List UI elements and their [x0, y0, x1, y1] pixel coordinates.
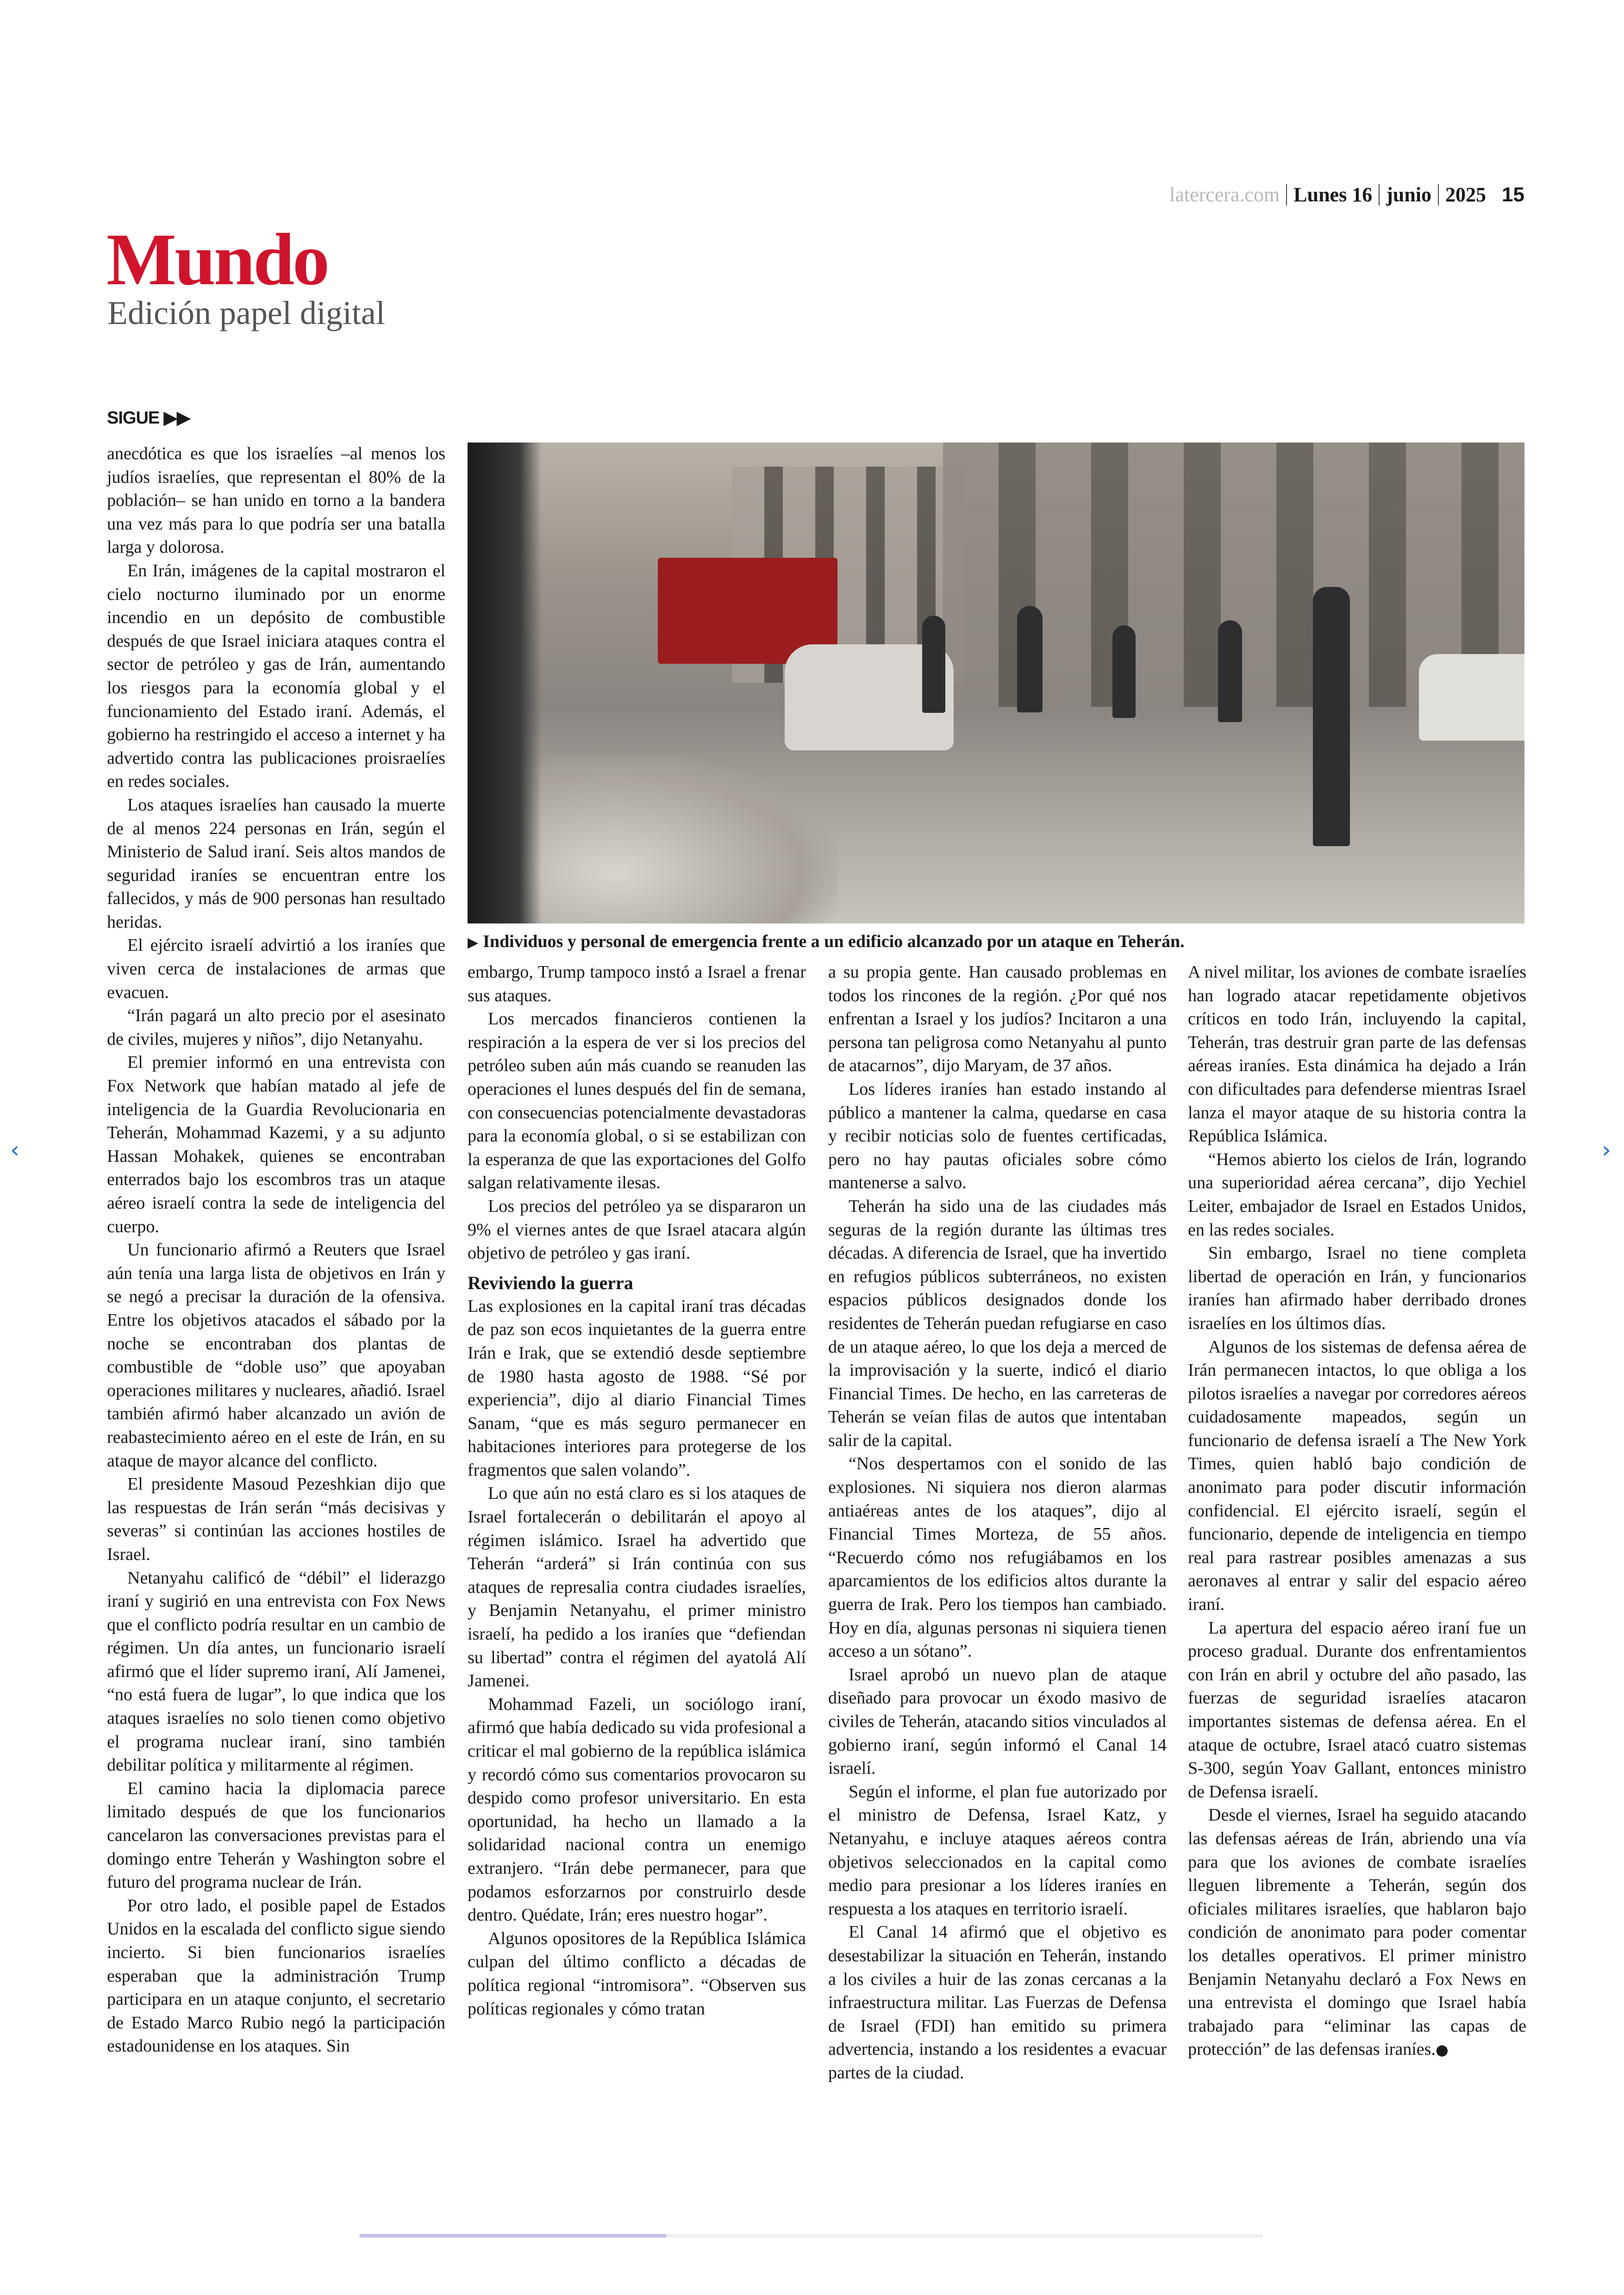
paragraph: El Canal 14 afirmó que el objetivo es desestabilizar la situación en Teherán, instando a los civiles a huir de las zonas cercanas a la infraestructura militar. Las Fuerzas de Defensa de Israel (FDI) han emitido su primera advertencia, instando a los residentes a evacuar partes de la ciudad. [828, 1922, 1167, 2083]
photo-person [1017, 606, 1043, 712]
paragraph: Sin embargo, Israel no tiene completa libertad de operación en Irán, y funcionarios iraníes han afirmado haber derribado drones israelíes en los últimos días. [1188, 1243, 1526, 1333]
paragraph: Según el informe, el plan fue autorizado por el ministro de Defensa, Israel Katz, y Netanyahu, e incluye ataques aéreos contra objetivos seleccionados en la capital como medio para presionar a los líderes iraníes en respuesta a los ataques en territorio israelí. [828, 1782, 1167, 1919]
date-day: Lunes 16 [1293, 183, 1373, 206]
paragraph: Teherán ha sido una de las ciudades más seguras de la región durante las últimas tres décadas. A diferencia de Israel, que ha invertido en refugios públicos subterráneos, no existen espacios públicos designados donde los residentes de Teherán puedan refugiarse en caso de un ataque aéreo, lo que los deja a merced de la improvisación y la suerte, indicó el diario Financial Times. De hecho, en las carreteras de Teherán se veían filas de autos que intentaban salir de la capital. [828, 1196, 1167, 1450]
page-number: 15 [1502, 183, 1524, 206]
paragraph: Los mercados financieros contienen la respiración a la espera de ver si los precios del petróleo suben aún más cuando se reanuden las operaciones el lunes después del fin de semana, con consecuencias potencialmente devastadoras para la economía global, o si se estabilizan con la esperanza de que las exportaciones del Golfo salgan relativamente ilesas. [468, 1009, 806, 1193]
horizontal-scrollbar[interactable] [359, 2234, 1263, 2238]
photo-person [1218, 620, 1242, 722]
paragraph: a su propia gente. Han causado problemas en todos los rincones de la región. ¿Por qué nos enfrentan a Israel y los judíos? Incitaron a una persona tan peligrosa como Netanyahu al punto de atacarnos”, dijo Maryam, de 37 años. [828, 962, 1167, 1076]
paragraph: El camino hacia la diplomacia parece limitado después de que los funcionarios cancelaron las conversaciones previstas para el domingo entre Teherán y Washington sobre el futuro del programa nuclear de Irán. [107, 1778, 445, 1892]
article-column-3 [828, 960, 1167, 2085]
subheading: Reviviendo la guerra [468, 1272, 633, 1293]
scrollbar-thumb[interactable] [359, 2234, 667, 2238]
article-column-2 [468, 960, 806, 2021]
paragraph: embargo, Trump tampoco instó a Israel a frenar sus ataques. [468, 962, 806, 1005]
paragraph: Un funcionario afirmó a Reuters que Israel aún tenía una larga lista de objetivos en Irán y se negó a precisar la duración de la ofensiva. Entre los objetivos atacados el sábado por la noche se encontraban dos plantas de combustible de “doble uso” que apoyaban operaciones militares y nucleares, añadió. Israel también afirmó haber alcanzado un avión de reabastecimiento aéreo en el este de Irán, en su ataque de mayor alcance del conflicto. [107, 1240, 445, 1471]
continued-label: SIGUE ▶▶ [107, 408, 190, 428]
paragraph: A nivel militar, los aviones de combate israelíes han logrado atacar repetidamente objetivos críticos en todo Irán, incluyendo la capital, Teherán, tras destruir gran parte de las defensas aéreas iraníes. Esta dinámica ha dejado a Irán con dificultades para defenderse mientras Israel lanza el mayor ataque de su historia contra la República Islámica. [1188, 962, 1526, 1146]
photo-car [1419, 654, 1524, 741]
photo-firefighter-tank [468, 443, 542, 923]
paragraph: Algunos opositores de la República Islámica culpan del último conflicto a décadas de política regional “intromisora”. “Observen sus políticas regionales y cómo tratan [468, 1928, 806, 2019]
paragraph: “Irán pagará un alto precio por el asesinato de civiles, mujeres y niños”, dijo Netanyahu. [107, 1006, 445, 1049]
photo-caption [468, 931, 1528, 952]
site-name: latercera.com [1169, 183, 1280, 206]
paragraph: “Nos despertamos con el sonido de las explosiones. Ni siquiera nos dieron alarmas antiaéreas antes de los ataques”, dijo al Financial Times Morteza, de 55 años. “Recuerdo cómo nos refugiábamos en los aparcamientos de los edificios altos durante la guerra de Irak. Pero los tiempos han cambiado. Hoy en día, algunas personas ni siquiera tienen acceso a un sótano”. [828, 1454, 1167, 1661]
divider [1286, 184, 1287, 206]
page-header [1169, 183, 1524, 206]
caption-text: Individuos y personal de emergencia frente a un edificio alcanzado por un ataque en Teherán. [483, 932, 1185, 951]
paragraph: “Hemos abierto los cielos de Irán, logrando una superioridad aérea cercana”, dijo Yechiel Leiter, embajador de Israel en Estados Unidos, en las redes sociales. [1188, 1149, 1526, 1240]
paragraph: El premier informó en una entrevista con Fox Network que habían matado al jefe de inteligencia de la Guardia Revolucionaria en Teherán, Mohammad Kazemi, y a su adjunto Hassan Mohakek, quienes se encontraban enterrados bajo los escombros tras un ataque aéreo israelí contra la sede de inteligencia del cuerpo. [107, 1053, 445, 1236]
paragraph: El ejército israelí advirtió a los iraníes que viven cerca de instalaciones de armas que evacuen. [107, 935, 445, 1002]
chevron-right-icon: › [1602, 1136, 1611, 1163]
next-page-button[interactable] [1602, 1136, 1611, 1163]
paragraph: En Irán, imágenes de la capital mostraron el cielo nocturno iluminado por un enorme incendio en un depósito de combustible después de que Israel iniciara ataques contra el sector de petróleo y gas de Irán, aumentando los riesgos para la economía global y el funcionamiento del Estado iraní. Además, el gobierno ha restringido el acceso a internet y ha advertido contra las publicaciones proisraelíes en redes sociales. [107, 561, 445, 792]
section-subtitle: Edición papel digital [107, 294, 385, 331]
paragraph-text: Desde el viernes, Israel ha seguido atacando las defensas aéreas de Irán, abriendo una vía para que los aviones de combate israelíes lleguen libremente a Teherán, según dos oficiales militares israelíes, que hablaron bajo condición de anonimato para poder comentar los detalles operativos. El primer ministro Benjamin Netanyahu declaró a Fox News en una entrevista el domingo que Israel había trabajado para “eliminar las capas de protección” de las defensas iraníes. [1188, 1805, 1526, 2059]
paragraph: Los precios del petróleo ya se dispararon un 9% el viernes antes de que Israel atacara algún objetivo de petróleo y gas iraní. [468, 1196, 806, 1263]
divider [1379, 184, 1380, 206]
photo-person [1313, 587, 1350, 846]
paragraph: Por otro lado, el posible papel de Estados Unidos en la escalada del conflicto sigue siendo incierto. Si bien funcionarios israelíes esperaban que la administración Trump participara en un ataque conjunto, el secretario de Estado Marco Rubio negó la participación estadounidense en los ataques. Sin [107, 1896, 445, 2056]
end-mark-icon: ● [1435, 2041, 1449, 2059]
paragraph: Los líderes iraníes han estado instando al público a mantener la calma, quedarse en casa y recibir noticias solo de fuentes certificadas, pero no hay pautas oficiales sobre cómo mantenerse a salvo. [828, 1079, 1167, 1193]
photo-person [922, 616, 945, 713]
date-month: junio [1386, 183, 1432, 206]
caption-arrow-icon: ▶ [468, 935, 479, 951]
paragraph: Israel aprobó un nuevo plan de ataque diseñado para provocar un éxodo masivo de civiles de Teherán, atacando sitios vinculados al gobierno iraní, según informó el Canal 14 israelí. [828, 1665, 1167, 1778]
chevron-left-icon: ‹ [10, 1136, 19, 1163]
paragraph: Algunos de los sistemas de defensa aérea de Irán permanecen intactos, lo que obliga a los pilotos israelíes a navegar por corredores aéreos cuidadosamente mapeados, según un funcionario de defensa israelí a The New York Times, quien habló bajo condición de anonimato para poder discutir información confidencial. El ejército israelí, según el funcionario, depende de inteligencia en tiempo real para rastrear posibles amenazas a sus aeronaves al entrar y salir del espacio aéreo iraní. [1188, 1337, 1526, 1615]
paragraph: Mohammad Fazeli, un sociólogo iraní, afirmó que había dedicado su vida profesional a criticar el mal gobierno de la república islámica y recordó cómo sus comentarios provocaron su despido como profesor universitario. En esta oportunidad, ha hecho un llamado a la solidaridad nacional contra un enemigo extranjero. “Irán debe permanecer, para que podamos esforzarnos por construirlo desde dentro. Quédate, Irán; eres nuestro hogar”. [468, 1694, 806, 1925]
paragraph: anecdótica es que los israelíes –al menos los judíos israelíes, que representan el 80% de la población– se han unido en torno a la bandera una vez más para lo que podría ser una batalla larga y dolorosa. [107, 444, 445, 557]
photo-person [1112, 625, 1136, 718]
paragraph [1188, 1803, 1526, 2062]
article-column-1 [107, 442, 445, 2058]
paragraph: La apertura del espacio aéreo iraní fue un proceso gradual. Durante dos enfrentamientos con Irán en abril y octubre del año pasado, las fuerzas de seguridad israelíes atacaron importantes sistemas de defensa aérea. En el ataque de octubre, Israel atacó cuatro sistemas S-300, según Yoav Gallant, entonces ministro de Defensa israelí. [1188, 1618, 1526, 1802]
news-photo [468, 443, 1524, 923]
paragraph: Los ataques israelíes han causado la muerte de al menos 224 personas en Irán, según el Ministerio de Salud iraní. Seis altos mandos de seguridad iraníes se encuentran entre los fallecidos, y más de 900 personas han resultado heridas. [107, 795, 445, 932]
paragraph: El presidente Masoud Pezeshkian dijo que las respuestas de Irán serán “más decisivas y severas” si continúan las acciones hostiles de Israel. [107, 1474, 445, 1564]
article-column-4 [1188, 960, 1526, 2062]
section-title: Mundo [106, 218, 328, 300]
paragraph: Las explosiones en la capital iraní tras décadas de paz son ecos inquietantes de la guerra entre Irán e Irak, que se extendió desde septiembre de 1980 hasta agosto de 1988. “Sé por experiencia”, dijo al diario Financial Times Sanam, “que es más seguro permanecer en habitaciones interiores para protegerse de los fragmentos que salen volando”. [468, 1296, 806, 1480]
divider [1438, 184, 1439, 206]
paragraph: Netanyahu calificó de “débil” el liderazgo iraní y sugirió en una entrevista con Fox News que el conflicto podría resultar en un cambio de régimen. Un día antes, un funcionario israelí afirmó que el líder supremo iraní, Alí Jamenei, “no está fuera de lugar”, lo que indica que los ataques israelíes no solo tienen como objetivo el programa nuclear iraní, sino también debilitar política y militarmente al régimen. [107, 1568, 445, 1775]
paragraph: Lo que aún no está claro es si los ataques de Israel fortalecerán o debilitarán el apoyo al régimen islámico. Israel ha advertido que Teherán “arderá” si Irán continúa con sus ataques de represalia contra ciudades israelíes, y Benjamin Netanyahu, el primer ministro israelí, ha pedido a los iraníes que “defiendan su libertad” contra el régimen del ayatolá Alí Jamenei. [468, 1484, 806, 1691]
date-year: 2025 [1445, 183, 1487, 206]
previous-page-button[interactable] [10, 1136, 19, 1163]
